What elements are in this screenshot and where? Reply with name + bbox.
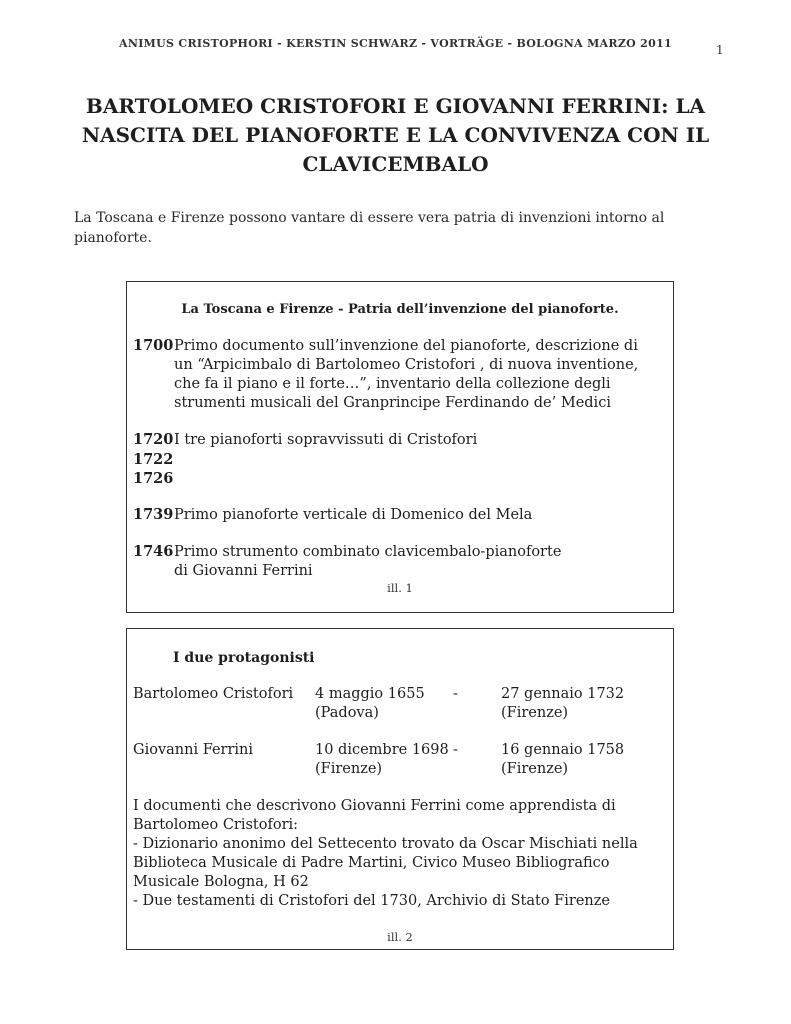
timeline-year: 1739: [133, 506, 174, 523]
death-date: 16 gennaio 1758: [501, 742, 625, 758]
timeline-year: 1722: [133, 451, 174, 468]
death-date: 27 gennaio 1732: [501, 686, 625, 702]
death-place: (Firenze): [501, 761, 569, 777]
documents-paragraph: [133, 797, 669, 911]
death-place: (Firenze): [501, 705, 569, 721]
intro-line: pianoforte.: [74, 230, 152, 246]
birth-place: (Padova): [315, 705, 379, 721]
intro-line: La Toscana e Firenze possono vantare di essere vera patria di invenzioni intorno al: [74, 210, 665, 226]
documents-line: Musicale Bologna, H 62: [133, 874, 309, 890]
documents-line: - Due testamenti di Cristofori del 1730, Archivio di Stato Firenze: [133, 893, 610, 909]
timeline-entry: [133, 430, 663, 488]
timeline-text: Primo strumento combinato clavicembalo-pianoforte: [174, 544, 562, 560]
timeline-year: 1726: [133, 470, 174, 487]
birth-date: 10 dicembre 1698: [315, 742, 449, 758]
timeline-text: Primo documento sull’invenzione del pianoforte, descrizione di: [174, 338, 638, 354]
running-head: ANIMUS CRISTOPHORI - KERSTIN SCHWARZ - VORTRÄGE - BOLOGNA MARZO 2011: [119, 37, 672, 50]
birth-date: 4 maggio 1655: [315, 686, 425, 702]
title-line: NASCITA DEL PIANOFORTE E LA CONVIVENZA CON IL: [81, 123, 710, 147]
timeline-text: che fa il piano e il forte…”, inventario della collezione degli: [174, 376, 611, 392]
protagonists-title: I due protagonisti: [173, 650, 315, 666]
timeline-text: I tre pianoforti sopravvissuti di Cristofori: [174, 432, 478, 448]
timeline-year: 1720: [133, 431, 174, 448]
person-death: [501, 741, 624, 779]
page-title: [40, 92, 751, 179]
timeline-entry: [133, 542, 663, 581]
documents-line: Bartolomeo Cristofori:: [133, 817, 299, 833]
timeline-year: 1700: [133, 337, 174, 354]
birth-place: (Firenze): [315, 761, 383, 777]
figure-caption: ill. 2: [387, 930, 413, 944]
timeline-text: un “Arpicimbalo di Bartolomeo Cristofori , di nuova inventione,: [174, 357, 639, 373]
timeline-box: [126, 281, 674, 613]
intro-paragraph: [74, 208, 714, 248]
timeline-text: strumenti musicali del Granprincipe Ferdinando de’ Medici: [174, 395, 611, 411]
timeline-text: di Giovanni Ferrini: [174, 563, 313, 579]
person-name: Bartolomeo Cristofori: [133, 686, 294, 702]
timeline-year: 1746: [133, 543, 174, 560]
date-separator: -: [453, 686, 458, 702]
page-number: 1: [716, 43, 724, 57]
person-name: Giovanni Ferrini: [133, 742, 254, 758]
protagonists-box: [126, 628, 674, 950]
timeline-title: La Toscana e Firenze - Patria dell’invenzione del pianoforte.: [181, 302, 619, 317]
person-birth: [315, 741, 449, 779]
title-line: BARTOLOMEO CRISTOFORI E GIOVANNI FERRINI: LA: [85, 94, 706, 118]
figure-caption: ill. 1: [387, 581, 413, 595]
person-death: [501, 685, 624, 723]
timeline-entry: [133, 505, 663, 525]
documents-line: Biblioteca Musicale di Padre Martini, Civico Museo Bibliografico: [133, 855, 610, 871]
person-birth: [315, 685, 425, 723]
documents-line: I documenti che descrivono Giovanni Ferrini come apprendista di: [133, 798, 616, 814]
documents-line: - Dizionario anonimo del Settecento trovato da Oscar Mischiati nella: [133, 836, 638, 852]
timeline-entry: [133, 336, 663, 413]
date-separator: -: [453, 742, 458, 758]
timeline-text: Primo pianoforte verticale di Domenico del Mela: [174, 507, 533, 523]
title-line: CLAVICEMBALO: [302, 152, 489, 176]
